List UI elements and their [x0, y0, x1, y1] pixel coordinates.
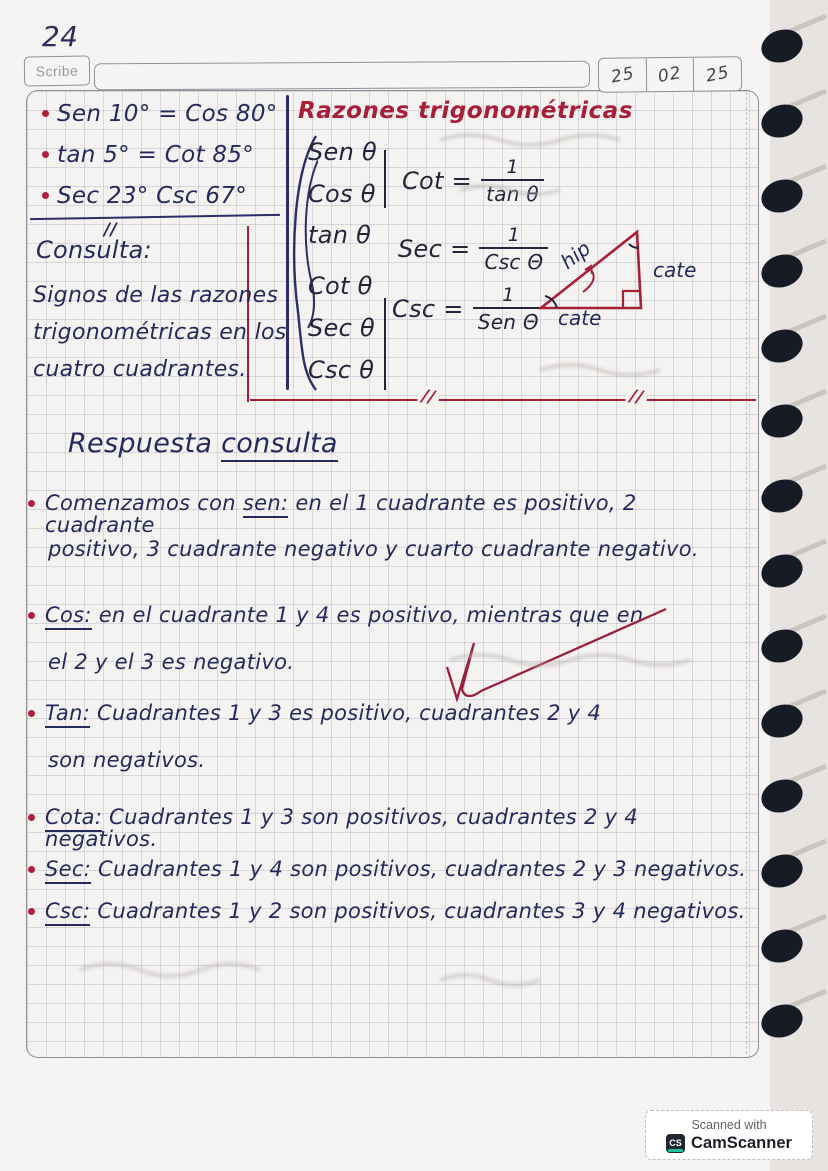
- cofunction-note-3: [42, 183, 247, 209]
- bullet-sen-line1: [45, 492, 752, 536]
- fn-cot: Cot θ: [308, 272, 373, 300]
- title-blank-line: [94, 61, 590, 91]
- bullet-csc: [28, 900, 752, 922]
- bullet-sen-rest: en el 1 cuadrante es positivo, 2 cuadrante: [45, 491, 637, 538]
- bullet-cota-rest: Cuadrantes 1 y 3 son positivos, cuadrantes 2 y 4 negativos.: [45, 805, 639, 852]
- formula-cot-numerator: 1: [506, 156, 519, 178]
- date-cell-month: [647, 58, 695, 91]
- camscanner-brand-name: CamScanner: [691, 1133, 792, 1152]
- blue-break-mark: //: [104, 220, 118, 240]
- bullet-sen-term: sen:: [243, 491, 288, 518]
- formula-cot-lhs: Cot =: [402, 167, 473, 195]
- bullet-sen-line2: positivo, 3 cuadrante negativo y cuarto cuadrante negativo.: [48, 537, 699, 561]
- list-divider-segment-2: [384, 298, 386, 390]
- red-bullet-icon: [28, 866, 35, 873]
- consulta-line-1: Signos de las razones: [33, 283, 279, 308]
- bullet-tan-line2: son negativos.: [48, 748, 206, 772]
- cofunction-note-2-text: tan 5° = Cot 85°: [57, 142, 255, 168]
- formula-sec-numerator: 1: [507, 224, 521, 246]
- ratios-section-title: Razones trigonométricas: [298, 98, 633, 124]
- bullet-tan-term: Tan:: [45, 701, 90, 728]
- cofunction-note-1: [42, 101, 278, 127]
- bullet-csc-term: Csc:: [45, 899, 90, 926]
- bullet-csc-line1: [45, 900, 746, 922]
- respuesta-heading-underlined: consulta: [221, 428, 338, 462]
- respuesta-heading: [68, 428, 338, 459]
- list-divider-segment-1: [384, 150, 386, 208]
- triangle-vertical-leg-label: cate: [653, 258, 697, 282]
- camscanner-cs-icon-text: CS: [669, 1138, 682, 1148]
- formula-sec-lhs: Sec =: [398, 235, 471, 263]
- spiral-binding: [756, 0, 828, 1171]
- formula-csc-denominator: Sen Θ: [473, 307, 544, 332]
- cofunction-note-2: [42, 142, 254, 168]
- bullet-sen-pre: Comenzamos con: [45, 491, 243, 515]
- date-cell-day: [599, 58, 647, 91]
- date-cell-year: [694, 57, 741, 90]
- camscanner-brand-row: [666, 1134, 792, 1153]
- respuesta-heading-pre: Respuesta: [68, 428, 222, 459]
- bullet-sec: [28, 858, 752, 880]
- bullet-sec-term: Sec:: [45, 857, 91, 884]
- red-column-divider: [247, 226, 249, 402]
- blue-brace: [288, 132, 318, 394]
- date-month-value: 02: [656, 62, 684, 87]
- consulta-heading: Consulta:: [36, 236, 152, 264]
- page-number: 24: [42, 20, 79, 53]
- fn-sec: Sec θ: [308, 314, 376, 342]
- formula-csc-numerator: 1: [502, 284, 515, 306]
- date-day-value: 25: [608, 62, 636, 88]
- bullet-tan-rest: Cuadrantes 1 y 3 es positivo, cuadrantes 2 y 4: [90, 701, 602, 725]
- fn-tan: tan θ: [308, 221, 372, 249]
- bleed-through-marks: [60, 930, 700, 1010]
- scribe-brand-stamp: [24, 55, 91, 86]
- red-bullet-icon: [42, 110, 49, 117]
- triangle-horizontal-leg-label: cate: [558, 306, 602, 330]
- bullet-sen: [28, 492, 752, 536]
- consulta-line-2: trigonométricas en los: [33, 320, 287, 345]
- red-bullet-icon: [28, 612, 35, 619]
- red-bullet-icon: [42, 151, 49, 158]
- consulta-line-3: cuatro cuadrantes.: [33, 357, 247, 382]
- red-bullet-icon: [28, 500, 35, 507]
- red-bullet-icon: [28, 814, 35, 821]
- scribe-brand-label: Scribe: [35, 62, 79, 80]
- red-bullet-icon: [42, 192, 49, 199]
- bullet-cota-line1: [45, 806, 752, 850]
- bleed-through-marks: [420, 120, 750, 420]
- cofunction-note-1-text: Sen 10° = Cos 80°: [57, 101, 278, 127]
- red-bullet-icon: [28, 908, 35, 915]
- bullet-cos-rest: en el cuadrante 1 y 4 es positivo, mientras que en: [91, 603, 644, 627]
- fn-sen: Sen θ: [308, 138, 378, 166]
- date-year-value: 25: [704, 61, 732, 87]
- triangle-hypotenuse-label: hip: [555, 236, 596, 274]
- red-bullet-icon: [28, 710, 35, 717]
- camscanner-badge: [645, 1110, 813, 1160]
- fn-cos: Cos θ: [308, 180, 376, 208]
- bullet-cota-term: Cota:: [45, 805, 102, 832]
- bullet-sec-rest: Cuadrantes 1 y 4 son positivos, cuadrantes 2 y 3 negativos.: [91, 857, 747, 881]
- red-break-mark-2: //: [625, 386, 649, 409]
- bullet-cota: [28, 806, 752, 850]
- bullet-sec-line1: [45, 858, 746, 880]
- camscanner-scanned-with-label: Scanned with: [691, 1117, 767, 1132]
- camscanner-cs-icon: [666, 1134, 685, 1153]
- bullet-cos-line2: el 2 y el 3 es negativo.: [48, 650, 295, 674]
- date-box: [598, 56, 742, 93]
- cofunction-note-3-text: Sec 23° Csc 67°: [57, 183, 248, 209]
- bullet-cos-term: Cos:: [45, 603, 92, 630]
- formula-csc-lhs: Csc =: [392, 295, 464, 323]
- fn-csc: Csc θ: [308, 356, 375, 384]
- formula-sec-denominator: Csc Θ: [479, 247, 548, 272]
- red-break-mark-1: //: [417, 386, 441, 409]
- bullet-csc-rest: Cuadrantes 1 y 2 son positivos, cuadrantes 3 y 4 negativos.: [90, 899, 746, 923]
- formula-cot-denominator: tan θ: [481, 179, 544, 204]
- bleed-through-marks: [440, 630, 740, 690]
